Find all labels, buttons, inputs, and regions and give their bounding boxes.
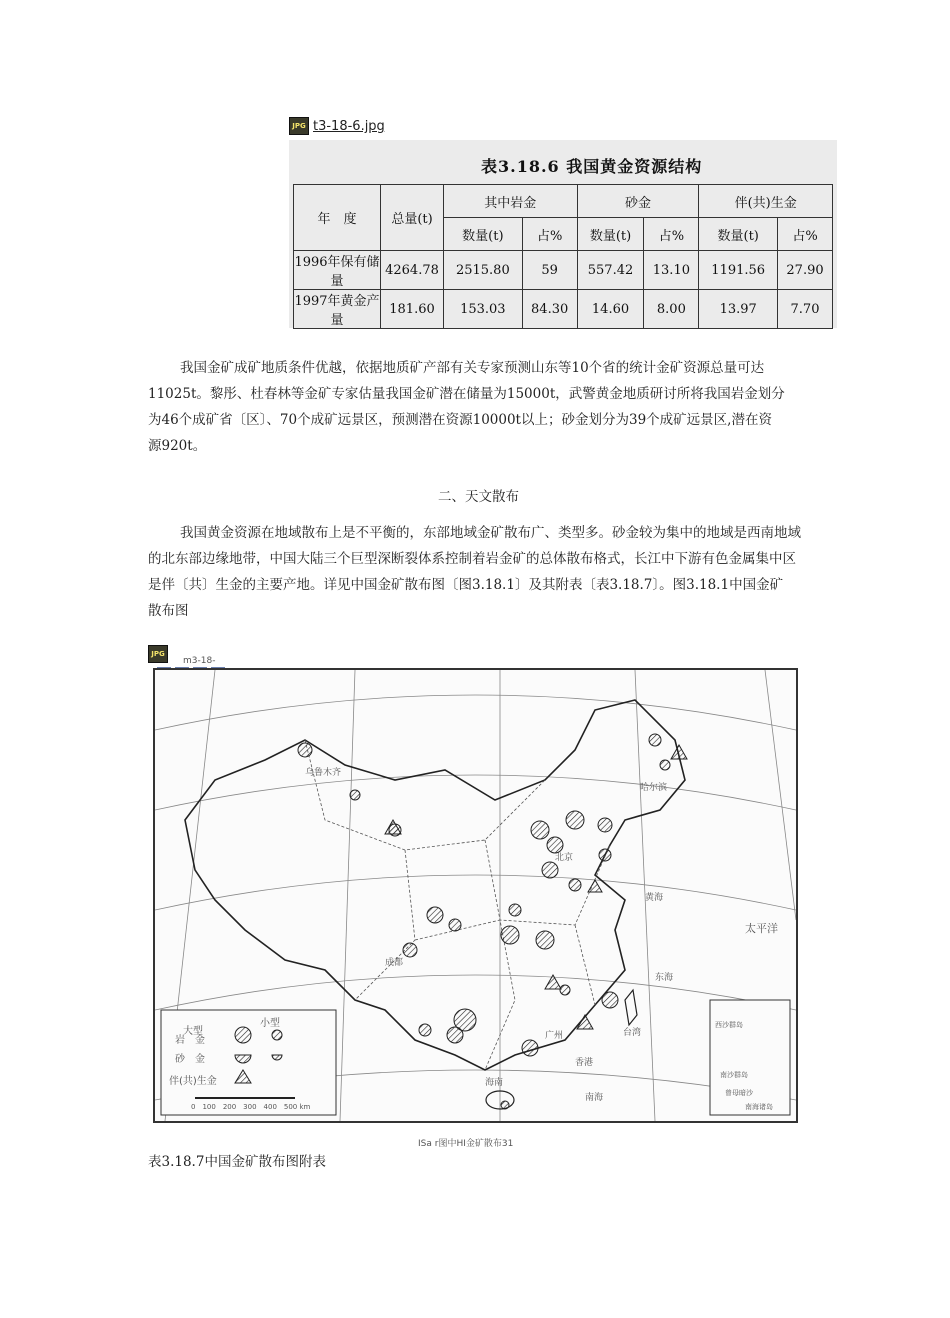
header-year: 年 度 [294, 185, 381, 251]
cell-placer-pct: 8.00 [644, 290, 699, 329]
header-rock-gold: 其中岩金 [444, 185, 578, 218]
cell-assoc-pct: 27.90 [778, 251, 833, 290]
inset-label: 曾母暗沙 [725, 1089, 753, 1097]
row-label: 1996年保有储量 [294, 251, 381, 290]
paragraph-1-line-2: 11025t。黎彤、杜春林等金矿专家估量我国金矿潜在储量为15000t，武警黄金地质研讨所将我国岩金划分 [148, 386, 785, 402]
legend-small-label: 小型 [260, 1018, 280, 1029]
map-label: 南海 [585, 1093, 604, 1103]
image-file-link[interactable]: t3-18-6.jpg [313, 119, 385, 134]
header-assoc-gold: 伴(共)生金 [699, 185, 833, 218]
map-footer-text: ISa r图中HI金矿散布31 [418, 1139, 514, 1149]
header-qty: 数量(t) [444, 218, 523, 251]
paragraph-2-line-4: 散布图 [148, 603, 189, 619]
header-pct: 占% [644, 218, 699, 251]
table-caption: 表3.18.7中国金矿散布图附表 [148, 1154, 326, 1170]
cell-rock-pct: 59 [522, 251, 577, 290]
cell-assoc-pct: 7.70 [778, 290, 833, 329]
cell-placer-qty: 557.42 [577, 251, 644, 290]
table-title: 表3.18.6 我国黄金资源结构 [481, 157, 703, 176]
section-heading: 二、天文散布 [438, 489, 519, 505]
image-file-icon[interactable]: JPG [148, 645, 168, 663]
cell-total: 4264.78 [381, 251, 444, 290]
resource-structure-table-image [289, 140, 837, 328]
header-pct: 占% [778, 218, 833, 251]
image-file-link[interactable]: m3-18- [183, 656, 216, 666]
inset-label: 南海诸岛 [745, 1103, 773, 1111]
cell-rock-pct: 84.30 [522, 290, 577, 329]
map-label: 东海 [655, 973, 674, 983]
table-row [294, 251, 833, 290]
map-label: 成都 [385, 958, 404, 968]
cell-placer-qty: 14.60 [577, 290, 644, 329]
cell-assoc-qty: 13.97 [699, 290, 778, 329]
legend-large-label: 大型 [183, 1026, 203, 1037]
legend-scale: 0 100 200 300 400 500 km [191, 1103, 311, 1111]
gold-deposit-map [153, 668, 798, 1123]
map-label: 台湾 [623, 1028, 642, 1038]
header-total: 总量(t) [381, 185, 444, 251]
map-label: 太平洋 [745, 922, 778, 935]
legend-placer-label: 砂 金 [175, 1054, 205, 1065]
cell-total: 181.60 [381, 290, 444, 329]
paragraph-2-line-1: 我国黄金资源在地域散布上是不平衡的，东部地域金矿散布广、类型多。砂金较为集中的地域是西南地域 [180, 525, 801, 541]
paragraph-1-line-3: 为46个成矿省〔区〕、70个成矿远景区，预测潜在资源10000t以上；砂金划分为39个成矿远景区,潜在资 [148, 412, 772, 428]
cell-rock-qty: 153.03 [444, 290, 523, 329]
legend-assoc-label: 伴(共)生金 [169, 1076, 217, 1087]
resource-structure-table [293, 184, 833, 329]
cell-placer-pct: 13.10 [644, 251, 699, 290]
paragraph-2-line-3: 是伴〔共〕生金的主要产地。详见中国金矿散布图〔图3.18.1〕及其附表〔表3.18.7〕。图3.18.1中国金矿 [148, 577, 784, 593]
row-label: 1997年黄金产量 [294, 290, 381, 329]
map-label: 乌鲁木齐 [305, 768, 342, 778]
deposit-markers [298, 734, 670, 1109]
map-label: 黄海 [645, 893, 664, 903]
header-qty: 数量(t) [577, 218, 644, 251]
header-placer-gold: 砂金 [577, 185, 699, 218]
header-pct: 占% [522, 218, 577, 251]
map-label: 广州 [545, 1031, 564, 1041]
map-label: 香港 [575, 1058, 594, 1068]
map-drawing [155, 670, 796, 1121]
legend-rock-label: 岩 金 [175, 1035, 205, 1046]
table-row [294, 290, 833, 329]
paragraph-2-line-2: 的北东部边缘地带，中国大陆三个巨型深断裂体系控制着岩金矿的总体散布格式，长江中下游有色金属集中区 [148, 551, 796, 567]
header-qty: 数量(t) [699, 218, 778, 251]
inset-label: 西沙群岛 [715, 1021, 743, 1029]
taiwan-outline [625, 990, 637, 1025]
inset-label: 南沙群岛 [720, 1071, 748, 1079]
paragraph-1-line-4: 源920t。 [148, 438, 207, 454]
paragraph-1-line-1: 我国金矿成矿地质条件优越，依据地质矿产部有关专家预测山东等10个省的统计金矿资源总量可达 [180, 360, 765, 376]
cell-assoc-qty: 1191.56 [699, 251, 778, 290]
map-label: 海南 [485, 1078, 504, 1088]
map-label: 哈尔滨 [640, 783, 668, 793]
image-file-icon[interactable]: JPG [289, 117, 309, 135]
cell-rock-qty: 2515.80 [444, 251, 523, 290]
map-label: 北京 [555, 853, 574, 863]
